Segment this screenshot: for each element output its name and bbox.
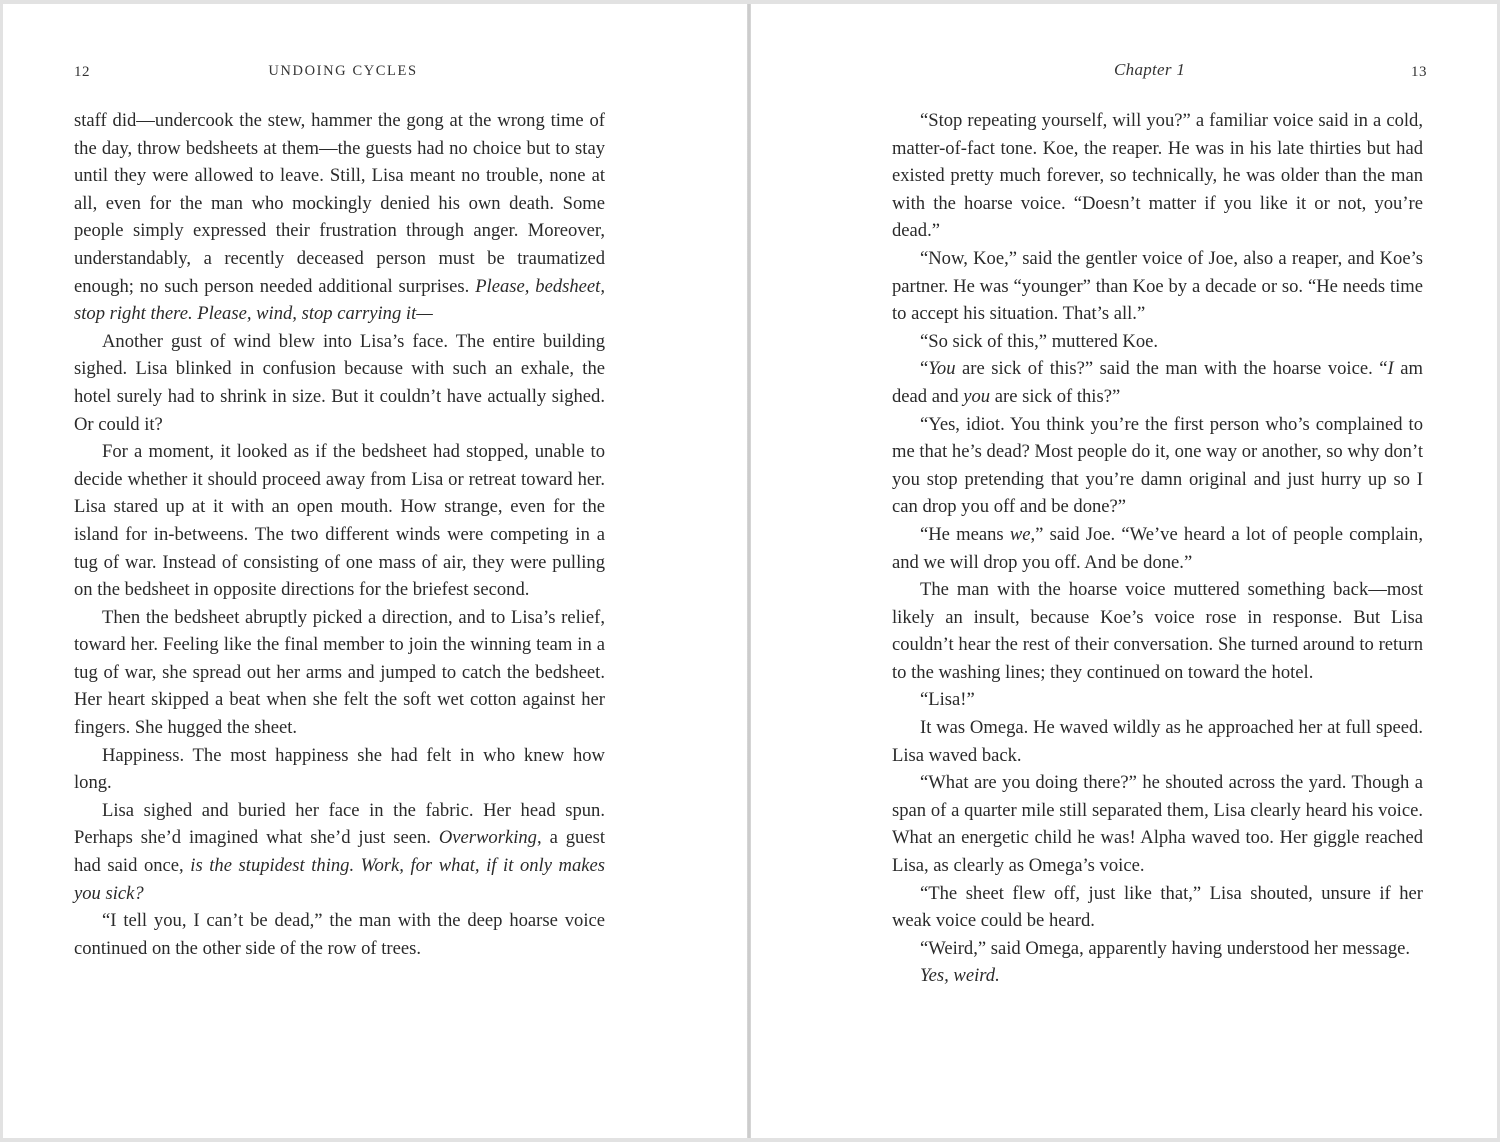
italic-text: you bbox=[963, 385, 991, 407]
text-run: Another gust of wind blew into Lisa’s face. The entire building sighed. Lisa blinked in confusion because with such an exhale, the hotel surely had to shrink in size. But it couldn’t have actually sighed. Or could it? bbox=[74, 330, 605, 435]
text-run: “Weird,” said Omega, apparently having understood her message. bbox=[920, 937, 1411, 959]
text-run: It was Omega. He waved wildly as he approached her at full speed. Lisa waved back. bbox=[892, 717, 1423, 766]
text-run: For a moment, it looked as if the bedsheet had stopped, unable to decide whether it should proceed away from Lisa or retreat toward her. Lisa stared up at it with an open mouth. How strange, even for the island for in-betweens. The two different winds were competing in a tug of war. Instead of consisting of one mass of air, they were pulling on the bedsheet in opposite directions for the briefest second. bbox=[74, 441, 605, 601]
text-run: are sick of this?” bbox=[990, 385, 1121, 407]
paragraph bbox=[74, 328, 605, 438]
text-run: “What are you doing there?” he shouted across the yard. Though a span of a quarter mile still separated them, Lisa clearly heard his voice. What an energetic child he was! Alpha waved too. Her giggle reached Lisa, as clearly as Omega’s voice. bbox=[892, 772, 1423, 877]
text-run: “He means bbox=[920, 523, 1010, 545]
paragraph bbox=[74, 907, 605, 962]
text-run: ,” said Joe. “We’ve heard a lot of people complain, and we will drop you off. And be done.” bbox=[892, 523, 1423, 573]
italic-text: Overworking bbox=[438, 827, 537, 849]
text-run: “So sick of this,” muttered Koe. bbox=[920, 330, 1159, 352]
text-run: staff did—undercook the stew, hammer the gong at the wrong time of the day, throw bedsheets at them—the guests had no choice but to stay until they were allowed to leave. Still, Lisa meant no trouble, none at all, even for the man who mockingly denied his own death. Some people simply expressed their frustration through anger. Moreover, understandably, a recently deceased person must be traumatized enough; no such person needed additional surprises. bbox=[74, 110, 605, 297]
paragraph bbox=[892, 245, 1423, 328]
italic-text: we bbox=[1009, 523, 1031, 545]
italic-text: I bbox=[1387, 358, 1394, 380]
right-page bbox=[751, 4, 1497, 1138]
text-run: The man with the hoarse voice muttered something back—most likely an insult, because Koe’s voice rose in response. But Lisa couldn’t hear the rest of their conversation. She turned around to return to the washing lines; they continued on toward the hotel. bbox=[892, 579, 1423, 683]
text-run: “The sheet flew off, just like that,” Lisa shouted, unsure if her weak voice could be heard. bbox=[892, 882, 1423, 932]
italic-text: Please, bedsheet, stop right there. Please, wind, stop carrying it— bbox=[74, 275, 605, 325]
text-run: “I tell you, I can’t be dead,” the man with the deep hoarse voice continued on the other side of the row of trees. bbox=[74, 910, 605, 959]
text-run: “ bbox=[920, 358, 929, 380]
paragraph bbox=[74, 604, 605, 742]
paragraph bbox=[74, 107, 605, 328]
text-run: “Now, Koe,” said the gentler voice of Joe, also a reaper, and Koe’s partner. He was “younger” than Koe by a decade or so. “He needs time to accept his situation. That’s all.” bbox=[892, 247, 1423, 325]
text-run: “Lisa!” bbox=[920, 689, 975, 711]
body-text bbox=[74, 107, 605, 962]
paragraph bbox=[892, 769, 1423, 879]
text-run: Lisa sighed and buried her face in the fabric. Her head spun. Perhaps she’d imagined what she’d just seen. bbox=[74, 799, 605, 849]
paragraph bbox=[892, 107, 1423, 245]
page-number: 13 bbox=[1411, 64, 1427, 80]
left-page bbox=[3, 4, 747, 1138]
body-text bbox=[892, 107, 1423, 990]
paragraph bbox=[892, 935, 1423, 963]
italic-text: You bbox=[928, 358, 956, 380]
text-run: are sick of this?” said the man with the hoarse voice. “ bbox=[955, 358, 1388, 380]
text-run: am dead and bbox=[892, 358, 1423, 407]
text-run: Then the bedsheet abruptly picked a direction, and to Lisa’s relief, toward her. Feeling like the final member to join the winning team in a tug of war, she spread out her arms and jumped to catch the bedsheet. Her heart skipped a beat when she felt the soft wet cotton against her fingers. She hugged the sheet. bbox=[74, 606, 605, 739]
paragraph bbox=[74, 742, 605, 797]
text-run: “Stop repeating yourself, will you?” a familiar voice said in a cold, matter-of-fact tone. Koe, the reaper. He was in his late thirties but had existed pretty much forever, so technically, he was older than the man with the hoarse voice. “Doesn’t matter if you like it or not, you’re dead.” bbox=[892, 110, 1423, 242]
text-run: , a guest had said once, bbox=[74, 827, 606, 877]
paragraph bbox=[892, 714, 1423, 769]
running-head-book-title: UNDOING CYCLES bbox=[268, 63, 418, 79]
paragraph bbox=[892, 328, 1423, 356]
text-run: “Yes, idiot. You think you’re the first person who’s complained to me that he’s dead? Most people do it, one way or another, so why don’t you stop pretending that you’re damn original and just hurry up so I can drop you off and be done?” bbox=[892, 413, 1423, 518]
paragraph bbox=[892, 880, 1423, 935]
paragraph bbox=[892, 521, 1423, 576]
italic-text: Yes, weird. bbox=[920, 965, 1000, 987]
paragraph bbox=[892, 962, 1423, 990]
page-number: 12 bbox=[74, 64, 90, 80]
text-run: Happiness. The most happiness she had felt in who knew how long. bbox=[74, 744, 605, 794]
italic-text: is the stupidest thing. Work, for what, if it only makes you sick? bbox=[74, 855, 606, 904]
running-head-chapter: Chapter 1 bbox=[1114, 60, 1186, 79]
paragraph bbox=[892, 355, 1423, 410]
paragraph bbox=[892, 686, 1423, 714]
paragraph bbox=[74, 797, 605, 907]
paragraph bbox=[892, 411, 1423, 521]
paragraph bbox=[892, 576, 1423, 686]
paragraph bbox=[74, 438, 605, 604]
